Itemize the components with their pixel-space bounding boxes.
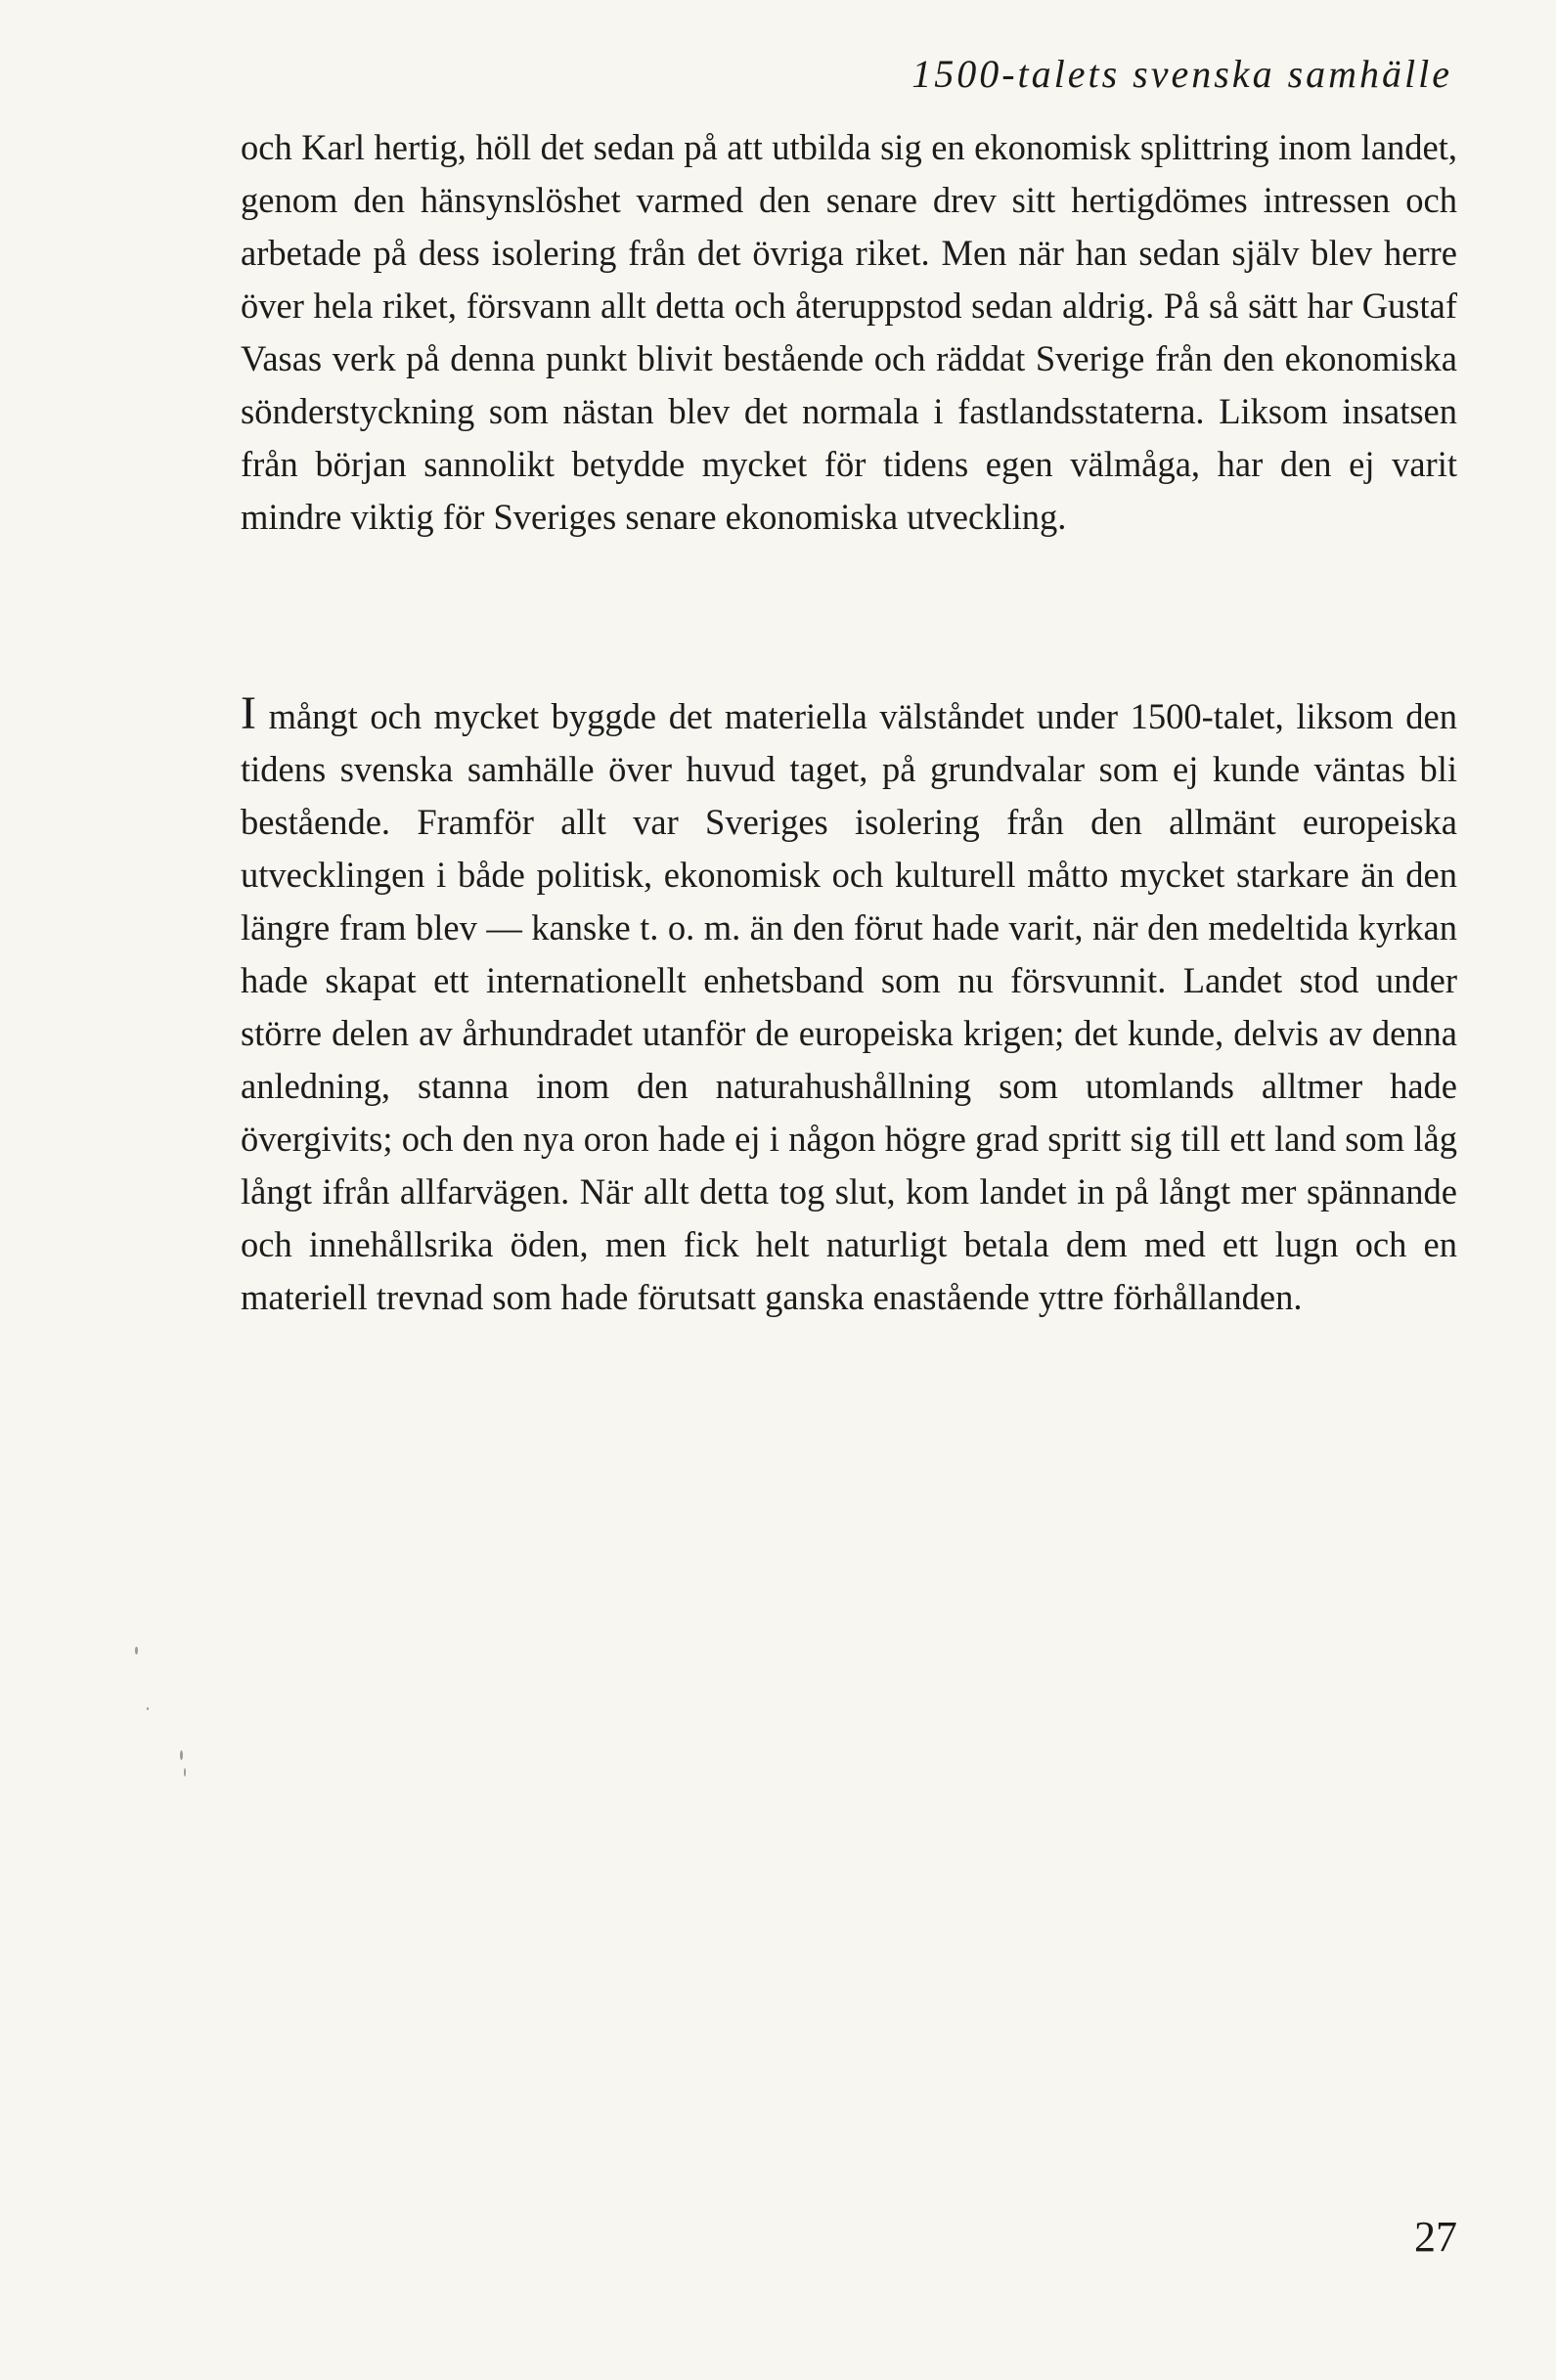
paragraph-1: och Karl hertig, höll det sedan på att utbilda sig en ekonomisk splittring inom landet, genom den hänsynslöshet varmed den senare drev sitt hertigdömes intressen och arbetade på dess isolering från det övriga riket. Men när han sedan själv blev herre över hela riket, försvann allt detta och återuppstod sedan aldrig. På så sätt har Gustaf Vasas verk på denna punkt blivit bestående och räddat Sverige från den ekonomiska sönderstyckning som nästan blev det normala i fastlandsstaterna. Liksom insatsen från början sannolikt betydde mycket för tidens egen välmåga, har den ej varit mindre viktig för Sveriges senare ekonomiska utveckling. — [241, 127, 1457, 537]
margin-speck — [184, 1768, 186, 1777]
margin-speck — [180, 1750, 183, 1760]
paragraph-2 — [241, 687, 1457, 1324]
paragraph-2-initial: I — [241, 687, 256, 739]
running-head: 1500-talets svenska samhälle — [911, 52, 1452, 96]
paragraph-2-block — [241, 687, 1457, 1324]
margin-speck — [147, 1707, 149, 1710]
paragraph-1-block — [241, 121, 1457, 544]
margin-speck — [135, 1647, 138, 1654]
page-number: 27 — [1414, 2213, 1457, 2261]
paragraph-2-text: mångt och mycket byggde det materiella välståndet under 1500-talet, liksom den tidens svenska samhälle över huvud taget, på grundvalar som ej kunde väntas bli bestående. Framför allt var Sveriges isolering från den allmänt europeiska utvecklingen i både politisk, ekonomisk och kulturell måtto mycket starkare än den längre fram blev — kanske t. o. m. än den förut hade varit, när den medeltida kyrkan hade skapat ett internationellt enhetsband som nu försvunnit. Landet stod under större delen av århundradet utanför de europeiska krigen; det kunde, delvis av denna anledning, stanna inom den naturahushållning som utomlands alltmer hade övergivits; och den nya oron hade ej i någon högre grad spritt sig till ett land som låg långt ifrån allfarvägen. När allt detta tog slut, kom landet in på långt mer spännande och innehållsrika öden, men fick helt naturligt betala dem med ett lugn och en materiell trevnad som hade förutsatt ganska enastående yttre förhållanden. — [241, 696, 1457, 1317]
